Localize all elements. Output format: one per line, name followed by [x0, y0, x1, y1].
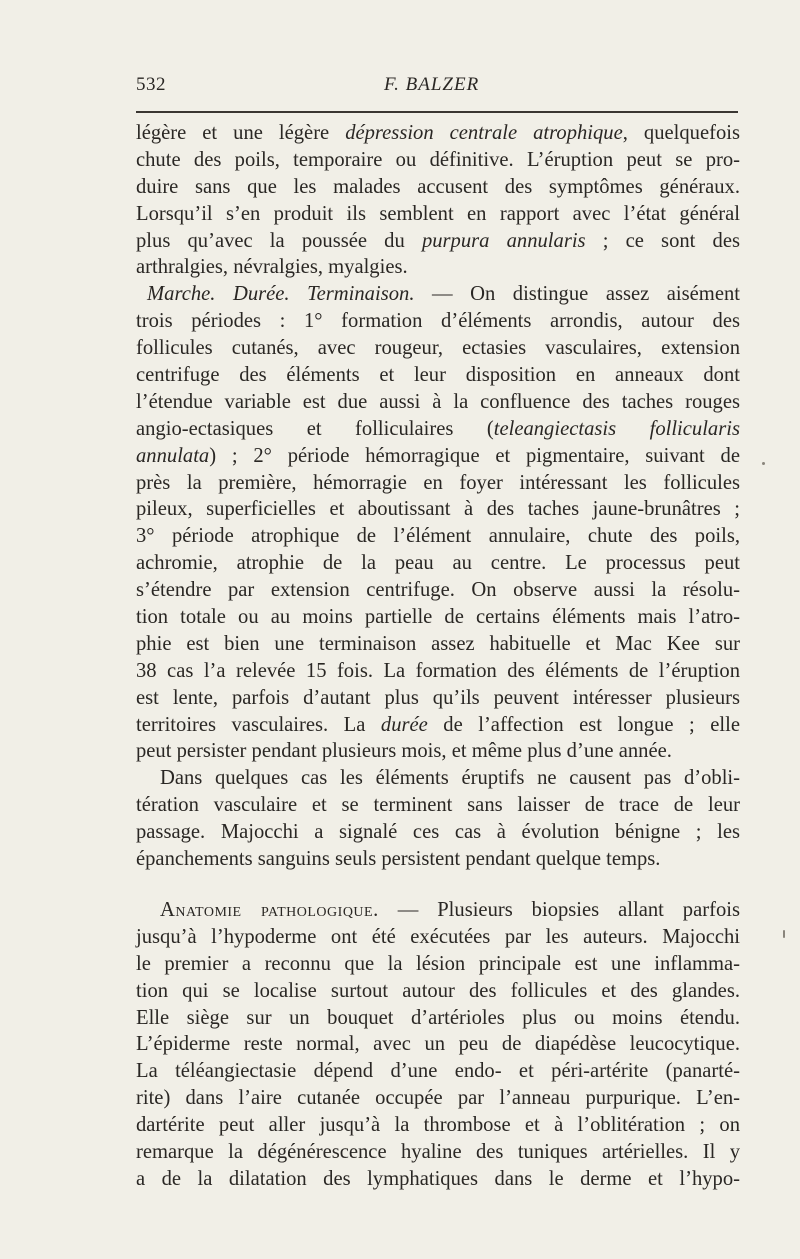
text-line: jusqu’à l’hypoderme ont été exécutées par les auteurs. Majocchi [136, 925, 740, 948]
text-line: 3° période atrophique de l’élément annulaire, chute des poils, [136, 525, 740, 548]
text-line: chute des poils, temporaire ou définitive. L’éruption peut se pro- [136, 148, 740, 171]
text-line: le premier a reconnu que la lésion principale est une inflamma- [136, 952, 740, 975]
paragraph [136, 120, 740, 281]
text-line: tion qui se localise surtout autour des follicules et des glandes. [136, 979, 740, 1002]
text-line: Marche. Durée. Terminaison. — On distingue assez aisément [136, 281, 740, 308]
text-line: passage. Majocchi a signalé ces cas à évolution bénigne ; les [136, 821, 740, 844]
text-line: 38 cas l’a relevée 15 fois. La formation des éléments de l’éruption [136, 659, 740, 682]
paragraph [136, 765, 740, 873]
text-line: s’étendre par extension centrifuge. On observe aussi la résolu- [136, 579, 740, 602]
page-header [136, 74, 738, 104]
text-line: peut persister pendant plusieurs mois, et même plus d’une année. [136, 740, 672, 763]
text-line: remarque la dégénérescence hyaline des tuniques artérielles. Il y [136, 1140, 740, 1163]
emphasis: teleangiectasis folliculari [493, 417, 732, 440]
text-line: rite) dans l’aire cutanée occupée par l’anneau purpurique. L’en- [136, 1087, 740, 1110]
emphasis: purpura annularis [421, 229, 586, 252]
text-line: plus qu’avec la poussée du purpura annularis ; ce sont des [136, 229, 740, 252]
text-line: La téléangiectasie dépend d’une endo- et péri-artérite (panarté- [136, 1060, 740, 1083]
text-line: est lente, parfois d’autant plus qu’ils peuvent intéresser plusieurs [136, 686, 740, 709]
text-line: Lorsqu’il s’en produit ils semblent en rapport avec l’état général [136, 202, 740, 225]
section-spacer [136, 873, 740, 897]
paragraph [136, 281, 740, 765]
text-line: épanchements sanguins seuls persistent pendant quelque temps. [136, 848, 661, 871]
section-heading: Anatomie pathologique. [160, 898, 379, 921]
text-line: Elle siège sur un bouquet d’artérioles plus ou moins étendu. [136, 1006, 740, 1029]
text-line: près la première, hémorragie en foyer intéressant les follicules [136, 471, 740, 494]
text-line: phie est bien une terminaison assez habituelle et Mac Kee sur [136, 632, 740, 655]
section-heading: Marche. Durée. Terminaison. [147, 283, 415, 306]
header-rule [136, 111, 738, 113]
text-line: tion totale ou au moins partielle de certains éléments mais l’atro- [136, 606, 740, 629]
text-line: Anatomie pathologique. — Plusieurs biopsies allant parfois [160, 898, 740, 921]
text-line: tération vasculaire et se terminent sans laisser de trace de leur [136, 794, 740, 817]
page-number: 532 [136, 74, 166, 95]
text-line: achromie, atrophie de la peau au centre. Le processus peut [136, 552, 740, 575]
text-line: duire sans que les malades accusent des symptômes généraux. [136, 175, 740, 198]
paragraph [136, 897, 740, 1193]
text-line: pileux, superficielles et aboutissant à des taches jaune-brunâtres ; [136, 498, 740, 521]
text-line: légère et une légère dépression centrale atrophique, quelquefois [136, 122, 740, 144]
text-line: dartérite peut aller jusqu’à la thrombose et à l’oblitération ; on [136, 1114, 740, 1137]
text-line: follicules cutanés, avec rougeur, ectasies vasculaires, extension [136, 337, 740, 360]
body-text [136, 120, 740, 1193]
running-head: F. BALZER [384, 74, 480, 95]
text-line: Dans quelques cas les éléments éruptifs ne causent pas d’obli- [160, 767, 740, 790]
text-line: arthralgies, névralgies, myalgies. [136, 256, 408, 279]
text-line: L’épiderme reste normal, avec un peu de diapédèse leucocytique. [136, 1033, 740, 1056]
text-line: angio-ectasiques et folliculaires (teleangiectasis follicularis [136, 417, 740, 440]
text-line: trois périodes : 1° formation d’éléments arrondis, autour des [136, 310, 740, 333]
text-line: territoires vasculaires. La durée de l’affection est longue ; elle [136, 713, 740, 736]
text-line: a de la dilatation des lymphatiques dans le derme et l’hypo- [136, 1167, 740, 1190]
emphasis: dépression centrale atrophique [345, 122, 623, 144]
emphasis: annulata [136, 444, 210, 467]
text-line: centrifuge des éléments et leur disposition en anneaux dont [136, 364, 740, 387]
text-line: l’étendue variable est due aussi à la confluence des taches rouges [136, 390, 740, 413]
paper-speck [783, 930, 785, 938]
paper-speck [762, 462, 765, 465]
text-line: annulata) ; 2° période hémorragique et pigmentaire, suivant de [136, 444, 740, 467]
emphasis: durée [380, 713, 428, 736]
